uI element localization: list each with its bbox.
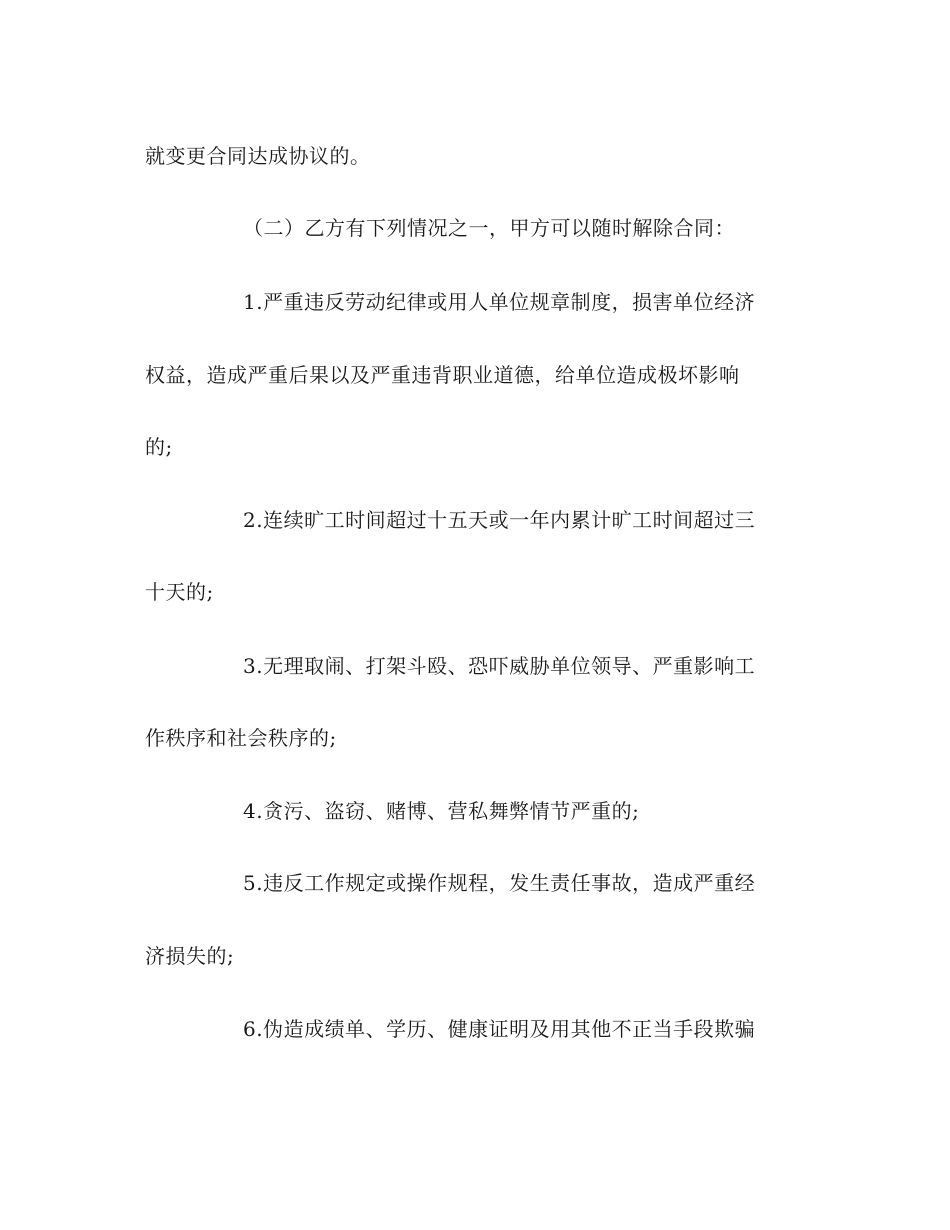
list-item-1: 1.严重违反劳动纪律或用人单位规章制度，损害单位经济: [243, 290, 756, 314]
list-item-5: 5.违反工作规定或操作规程，发生责任事故，造成严重经: [243, 871, 756, 895]
list-item-4: 4.贪污、盗窃、赌博、营私舞弊情节严重的;: [243, 799, 640, 823]
list-item-3: 3.无理取闹、打架斗殴、恐吓威胁单位领导、严重影响工: [243, 654, 756, 678]
text-line: 作秩序和社会秩序的;: [145, 726, 337, 750]
text-line: 权益，造成严重后果以及严重违背职业道德，给单位造成极坏影响: [145, 363, 740, 387]
text-line: 就变更合同达成协议的。: [145, 144, 371, 168]
list-item-2: 2.连续旷工时间超过十五天或一年内累计旷工时间超过三: [243, 508, 756, 532]
list-item-6: 6.伪造成绩单、学历、健康证明及用其他不正当手段欺骗: [243, 1017, 756, 1041]
text-line: 的;: [145, 435, 173, 459]
section-heading: （二）乙方有下列情况之一，甲方可以随时解除合同：: [243, 216, 735, 240]
text-line: 济损失的;: [145, 944, 235, 968]
text-line: 十天的;: [145, 580, 214, 604]
